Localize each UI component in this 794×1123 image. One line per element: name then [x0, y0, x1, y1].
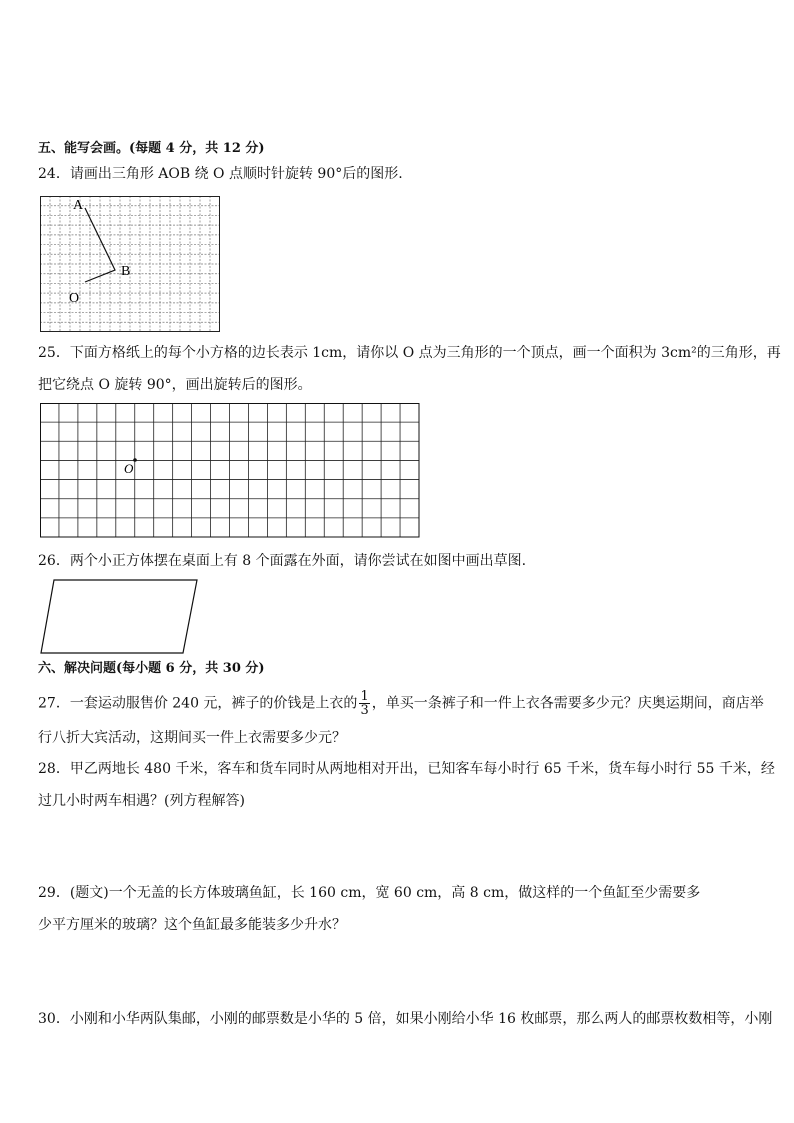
q29-line1: 29．(题文)一个无盖的长方体玻璃鱼缸，长 160 cm，宽 60 cm，高 8 cm，做这样的一个鱼缸至少需要多 [38, 885, 701, 901]
section5-heading: 五、能写会画。(每题 4 分，共 12 分) [38, 141, 265, 156]
q25-line1: 25．下面方格纸上的每个小方格的边长表示 1cm，请你以 O 点为三角形的一个顶点，画一个面积为 3cm²的三角形，再 [38, 345, 781, 361]
q28-line1: 28．甲乙两地长 480 千米，客车和货车同时从两地相对开出，已知客车每小时行 65 千米，货车每小时行 55 千米，经 [38, 761, 775, 777]
fraction-numerator: 1 [360, 689, 369, 704]
fraction-denominator: 3 [360, 703, 369, 718]
q26-text: 26．两个小正方体摆在桌面上有 8 个面露在外面，请你尝试在如图中画出草图. [38, 553, 527, 569]
q24-grid [40, 196, 220, 332]
q27-line1-before: 27．一套运动服售价 240 元，裤子的价钱是上衣的 [38, 695, 358, 712]
q27-line1-after: ，单买一条裤子和一件上衣各需要多少元？庆奥运期间，商店举 [371, 695, 764, 712]
q24-text: 24．请画出三角形 AOB 绕 O 点顺时针旋转 90°后的图形. [38, 166, 403, 182]
q26-parallelogram [40, 579, 200, 655]
point-o-label: O [124, 461, 134, 476]
label-o: O [69, 291, 80, 306]
point-o [133, 458, 137, 462]
label-b: B [121, 264, 131, 279]
q27-line2: 行八折大宾活动，这期间买一件上衣需要多少元？ [38, 730, 346, 746]
label-a: A [73, 198, 84, 213]
q27-line1 [38, 690, 764, 717]
q30-line1: 30．小刚和小华两队集邮，小刚的邮票数是小华的 5 倍，如果小刚给小华 16 枚邮票，那么两人的邮票枚数相等，小刚 [38, 1011, 773, 1027]
section6-heading: 六、解决问题(每小题 6 分，共 30 分) [38, 661, 265, 676]
q28-line2: 过几小时两车相遇？(列方程解答) [38, 793, 245, 809]
q25-grid [40, 403, 420, 538]
fraction-one-third [359, 690, 369, 717]
q25-line2: 把它绕点 O 旋转 90°，画出旋转后的图形。 [38, 377, 312, 393]
q29-line2: 少平方厘米的玻璃？这个鱼缸最多能装多少升水？ [38, 917, 346, 933]
